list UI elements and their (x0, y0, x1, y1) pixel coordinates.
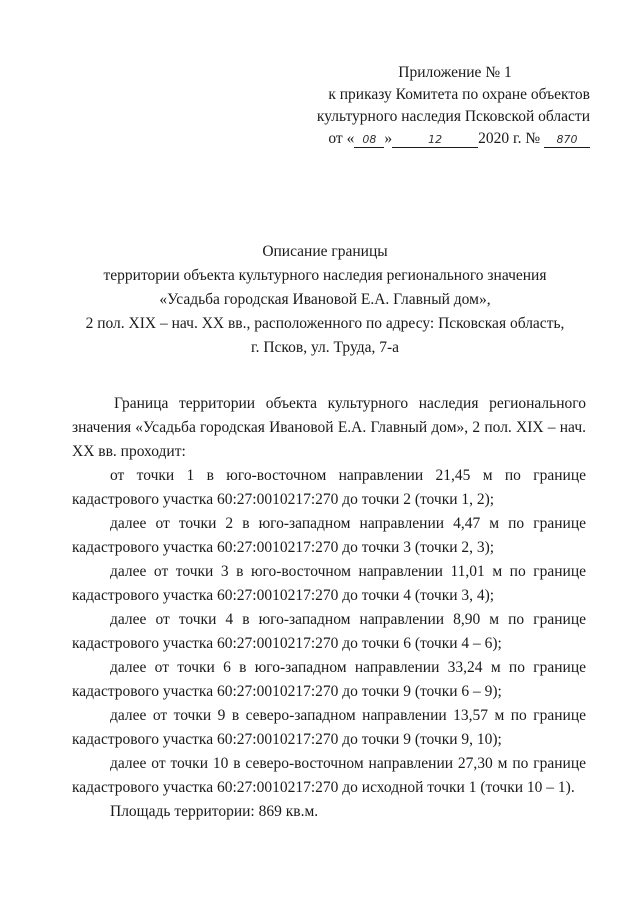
appendix-title: Приложение № 1 (398, 64, 512, 81)
document-body (72, 392, 586, 824)
date-mid: » (384, 130, 393, 147)
appendix-date-line (300, 128, 590, 150)
body-intro: Граница территории объекта культурного наследия регионального значения «Усадьба городская Ивановой Е.А. Главный дом», 2 пол. XIX – нач. XX вв. проходит: (72, 395, 586, 460)
boundary-segment-3: далее от точки 3 в юго-восточном направлении 11,01 м по границе кадастрового участка 60:27:0010217:270 до точки 4 (точки 3, 4); (72, 563, 586, 604)
heading-line-1: Описание границы (262, 243, 388, 260)
appendix-order-line: к приказу Комитета по охране объектов (328, 86, 590, 103)
boundary-segment-6: далее от точки 9 в северо-западном направлении 13,57 м по границе кадастрового участка 60:27:0010217:270 до точки 9 (точки 9, 10); (72, 707, 586, 748)
document-heading (60, 240, 590, 360)
boundary-segment-5: далее от точки 6 в юго-западном направлении 33,24 м по границе кадастрового участка 60:27:0010217:270 до точки 9 (точки 6 – 9); (72, 659, 586, 700)
date-month: 12 (428, 133, 443, 146)
territory-area: Площадь территории: 869 кв.м. (110, 803, 319, 820)
date-prefix: от « (328, 130, 355, 147)
appendix-block (300, 62, 590, 150)
order-number: 870 (556, 133, 578, 146)
date-day: 08 (362, 133, 377, 146)
date-year-suffix: 2020 г. № (478, 130, 541, 147)
heading-line-5: г. Псков, ул. Труда, 7-а (250, 339, 400, 356)
heading-line-2: территории объекта культурного наследия регионального значения (103, 267, 547, 284)
boundary-segment-1: от точки 1 в юго-восточном направлении 21,45 м по границе кадастрового участка 60:27:0010217:270 до точки 2 (точки 1, 2); (72, 467, 586, 508)
boundary-segment-7: далее от точки 10 в северо-восточном направлении 27,30 м по границе кадастрового участка 60:27:0010217:270 до исходной точки 1 (точки 10 – 1). (72, 755, 586, 796)
date-day-field (354, 132, 384, 148)
appendix-committee-line: культурного наследия Псковской области (316, 108, 590, 125)
heading-line-3: «Усадьба городская Ивановой Е.А. Главный дом», (159, 291, 491, 308)
date-month-field (392, 132, 478, 148)
boundary-segment-2: далее от точки 2 в юго-западном направлении 4,47 м по границе кадастрового участка 60:27:0010217:270 до точки 3 (точки 2, 3); (72, 515, 586, 556)
boundary-segment-4: далее от точки 4 в юго-западном направлении 8,90 м по границе кадастрового участка 60:27:0010217:270 до точки 6 (точки 4 – 6); (72, 611, 586, 652)
order-number-field (544, 132, 590, 148)
heading-line-4: 2 пол. XIX – нач. XX вв., расположенного по адресу: Псковская область, (85, 315, 565, 332)
